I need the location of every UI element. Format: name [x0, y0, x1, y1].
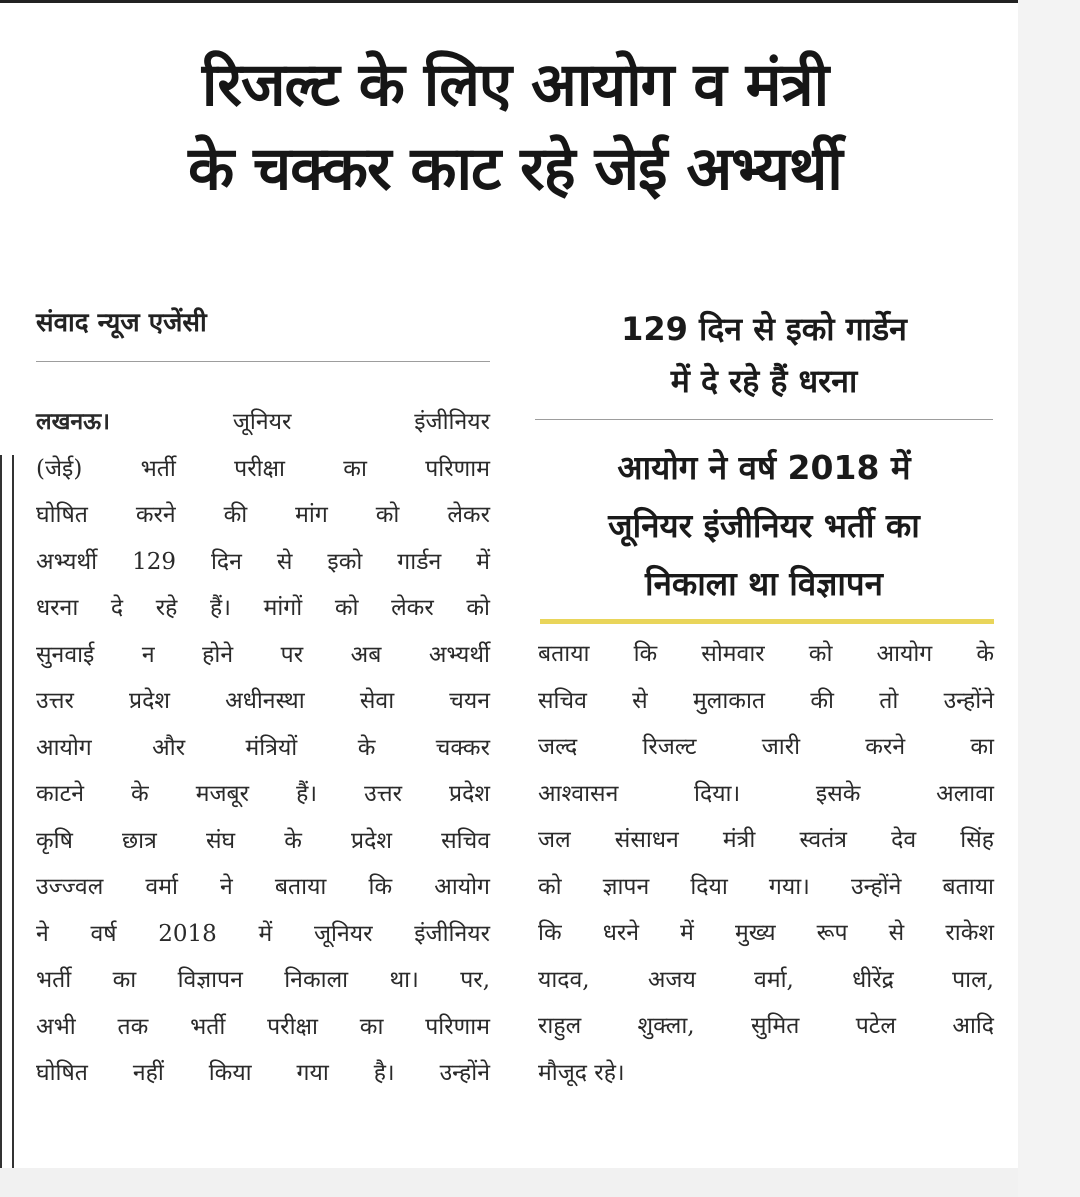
article-line: कि धरने में मुख्य रूप से राकेश: [538, 920, 994, 946]
article-line: काटने के मजबूर हैं। उत्तर प्रदेश: [36, 781, 490, 807]
article-column-left: [36, 399, 490, 1097]
article-column-right: [538, 631, 994, 1096]
subhead-divider: [535, 419, 993, 420]
article-line: मौजूद रहे।: [538, 1059, 625, 1086]
article-line: ने वर्ष 2018 में जूनियर इंजीनियर: [36, 920, 490, 947]
article-line: आश्वासन दिया। इसके अलावा: [538, 780, 994, 807]
subhead-advertisement: [535, 439, 993, 613]
article-line: उत्तर प्रदेश अधीनस्था सेवा चयन: [36, 688, 490, 714]
article-line: कृषि छात्र संघ के प्रदेश सचिव: [36, 827, 490, 854]
headline-line-1: रिजल्ट के लिए आयोग व मंत्री: [201, 50, 829, 120]
article-line: भर्ती का विज्ञापन निकाला था। पर,: [36, 967, 490, 993]
article-line: जल संसाधन मंत्री स्वतंत्र देव सिंह: [538, 827, 994, 853]
article-line: को ज्ञापन दिया गया। उन्होंने बताया: [538, 873, 994, 900]
article-line: राहुल शुक्ला, सुमित पटेल आदि: [538, 1013, 994, 1039]
byline: संवाद न्यूज एजेंसी: [36, 308, 207, 338]
article-line: लखनऊ। जूनियर इंजीनियर: [36, 408, 490, 435]
subhead-advertisement-line-3: निकाला था विज्ञापन: [645, 564, 883, 603]
article-line: (जेई) भर्ती परीक्षा का परिणाम: [36, 455, 490, 482]
article-line: धरना दे रहे हैं। मांगों को लेकर को: [36, 595, 490, 621]
article-line: यादव, अजय वर्मा, धीरेंद्र पाल,: [538, 966, 994, 993]
subhead-dharna-line-1: 129 दिन से इको गार्डेन: [621, 310, 907, 348]
headline: [30, 43, 1000, 211]
background-strip-bottom: [0, 1168, 1018, 1197]
dateline: लखनऊ।: [36, 408, 110, 435]
subhead-advertisement-line-2: जूनियर इंजीनियर भर्ती का: [608, 506, 920, 545]
article-line: सुनवाई न होने पर अब अभ्यर्थी: [36, 641, 490, 668]
article-line: अभ्यर्थी 129 दिन से इको गार्डन में: [36, 548, 490, 575]
subhead-dharna-line-2: में दे रहे हैं धरना: [670, 362, 858, 400]
background-strip-right: [1018, 0, 1080, 1197]
article-line: उज्ज्वल वर्मा ने बताया कि आयोग: [36, 874, 490, 900]
subhead-dharna: [535, 303, 993, 407]
subhead-advertisement-line-1: आयोग ने वर्ष 2018 में: [617, 448, 911, 487]
article-line: आयोग और मंत्रियों के चक्कर: [36, 734, 490, 761]
highlight-divider: [540, 619, 994, 624]
article-line: घोषित नहीं किया गया है। उन्होंने: [36, 1060, 490, 1086]
article-line: जल्द रिजल्ट जारी करने का: [538, 734, 994, 760]
headline-line-2: के चक्कर काट रहे जेई अभ्यर्थी: [188, 134, 842, 204]
margin-bracket: [0, 455, 14, 1175]
article-line: अभी तक भर्ती परीक्षा का परिणाम: [36, 1013, 490, 1040]
article-line: सचिव से मुलाकात की तो उन्होंने: [538, 687, 994, 714]
byline-divider: [36, 361, 490, 362]
article-line: घोषित करने की मांग को लेकर: [36, 502, 490, 528]
article-line: बताया कि सोमवार को आयोग के: [538, 641, 994, 667]
